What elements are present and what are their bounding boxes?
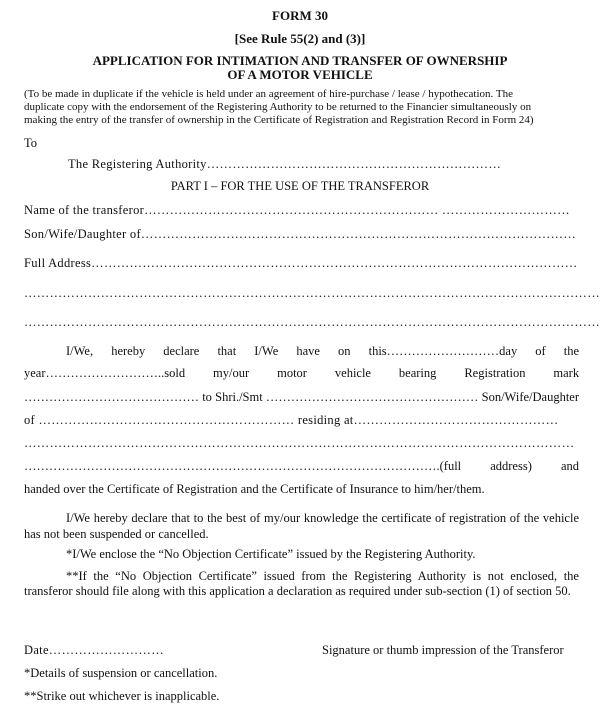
year-field[interactable]: year………………………..sold [24, 366, 186, 380]
declaration-line5[interactable]: ………………………………………………………………………………………………………………… [24, 436, 575, 450]
transferor-name-field[interactable]: Name of the transferor…………………………………………………………… ………………………… [24, 203, 570, 217]
address-blank-line[interactable]: ……………………………………………………………………………………………………………………… [24, 286, 600, 300]
enclose-noc-text: *I/We enclose the “No Objection Certificate” issued by the Registering Authority. [66, 547, 476, 561]
declaration-line4[interactable]: of …………………………………………………… residing at………………………………………… [24, 413, 559, 427]
full-address-field[interactable]: Full Address…………………………………………………………………………………………………… [24, 256, 578, 270]
registering-authority-field[interactable]: The Registering Authority…………………………………………………………… [68, 157, 502, 171]
day-field[interactable]: this………………………day [368, 344, 518, 358]
declaration-line3 [24, 390, 579, 405]
declaration-not-suspended: I/We hereby declare that to the best of my/our knowledge the certificate of registration of the vehicle has not been suspended or cancelled. [24, 511, 579, 541]
date-field[interactable]: Date……………………… [24, 643, 164, 657]
part1-heading: PART I – FOR THE USE OF THE TRANSFEROR [170, 179, 430, 193]
note-line1: (To be made in duplicate if the vehicle is held under an agreement of hire-purchase / lease / hypothecation. The [24, 88, 513, 100]
rule-reference: [See Rule 55(2) and (3)] [234, 31, 366, 46]
registration-mark-field[interactable]: …………………………………… to Shri./Smt [24, 390, 263, 404]
form-title-line2: OF A MOTOR VEHICLE [227, 67, 373, 82]
to-label: To [24, 136, 38, 150]
declaration-line7: handed over the Certificate of Registration and the Certificate of Insurance to him/her/them. [24, 482, 485, 496]
signature-label: Signature or thumb impression of the Transferor [322, 643, 564, 657]
declaration-line1: I/We, hereby declare that I/We have on this………………………day of the [66, 344, 580, 358]
declaration-line2: year………………………..sold my/our motor vehicle bearing Registration mark [24, 366, 580, 380]
address-blank-line[interactable]: ……………………………………………………………………………………………………………………… [24, 315, 600, 329]
form-number: FORM 30 [272, 8, 328, 23]
footnote-suspension: *Details of suspension or cancellation. [24, 666, 218, 680]
note-line2: duplicate copy with the endorsement of the Registering Authority to be returned to the Financier simultaneously on [24, 101, 532, 113]
transferee-name-field[interactable]: …………………………………………… Son/Wife/Daughter [265, 390, 580, 404]
footnote-strike-out: **Strike out whichever is inapplicable. [24, 689, 220, 703]
declaration-line6: ……………………………………………………………………………………….(full address) and [24, 459, 579, 473]
note-line3: making the entry of the transfer of ownership in the Certificate of Registration and Registration Record in Form 24) [24, 114, 534, 126]
full-address-transferee-field[interactable]: ……………………………………………………………………………………….(full [24, 459, 462, 473]
noc-not-enclosed-text: **If the “No Objection Certificate” issued from the Registering Authority is not enclosed, the transferor should file along with this application a declaration as required under sub-section (1) of section 50. [24, 569, 579, 598]
form-title-line1: APPLICATION FOR INTIMATION AND TRANSFER OF OWNERSHIP [92, 53, 508, 68]
relation-field[interactable]: Son/Wife/Daughter of………………………………………………………………………………………… [24, 227, 577, 241]
